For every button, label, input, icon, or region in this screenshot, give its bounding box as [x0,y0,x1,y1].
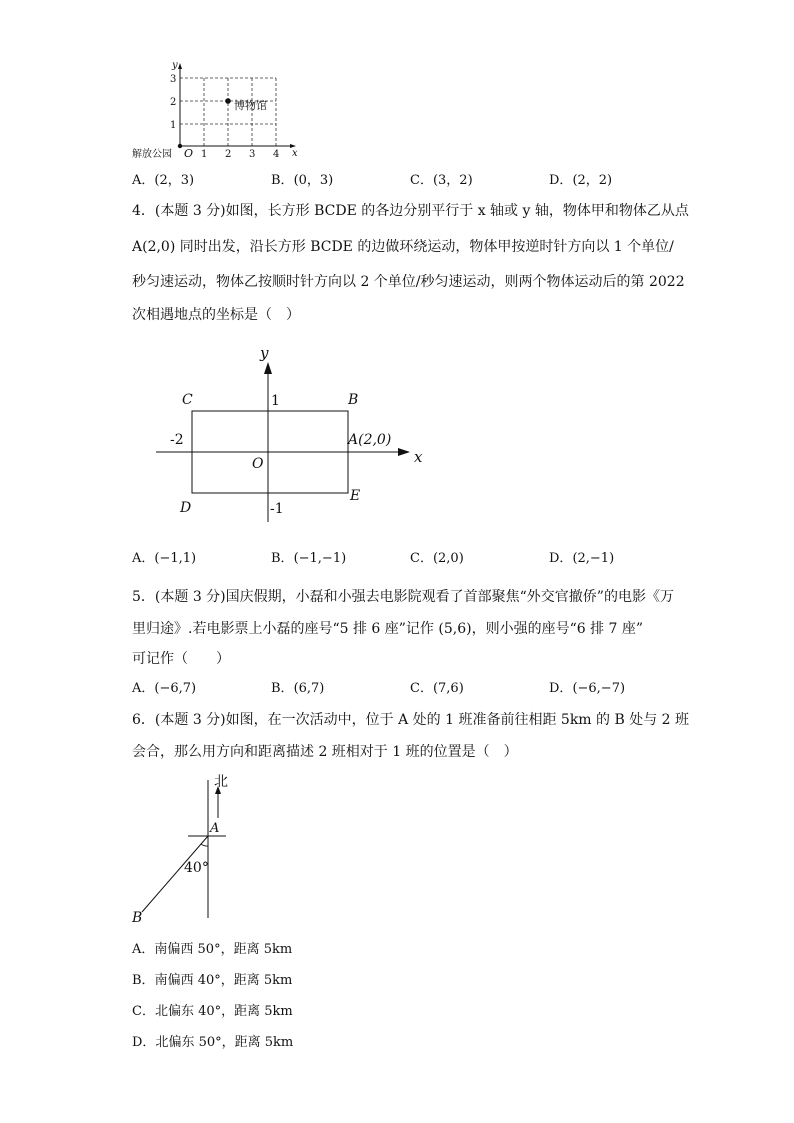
north-label: 北 [214,774,228,790]
y-tick-3: 3 [170,74,177,85]
point-a-label: A(2,0) [348,432,392,448]
tick-neg1-label: -1 [270,501,284,517]
q5-option-a[interactable]: A．(−6,7) [132,681,197,696]
q5-line-2: 里归途》.若电影票上小磊的座号“5 排 6 座”记作 (5,6)，则小强的座号“6 排 7 座” [132,621,644,637]
q4-option-c[interactable]: C．(2,0) [410,551,464,566]
point-b-label: B [132,910,143,922]
vertex-c-label: C [182,392,193,408]
q4-line-4: 次相遇地点的坐标是（ ） [132,307,300,323]
q3-option-c[interactable]: C．(3，2) [410,173,473,188]
direction-figure [128,770,238,922]
q3-option-b[interactable]: B．(0，3) [271,173,334,188]
vertex-b-label: B [348,392,359,408]
museum-grid-figure [128,58,308,162]
x-tick-3: 3 [249,149,256,160]
q5-line-3: 可记作（ ） [132,651,230,667]
axis-x-label: x [292,148,298,159]
point-a-label: A [210,821,220,836]
origin-label: O [252,456,264,472]
q4-option-b[interactable]: B．(−1,−1) [271,551,347,566]
q3-option-a[interactable]: A．(2，3) [132,173,195,188]
origin-label: O [184,147,194,160]
park-label: 解放公园 [132,149,172,160]
museum-label: 博物馆 [234,99,267,112]
y-tick-2: 2 [170,97,177,108]
q6-line-1: 6．(本题 3 分)如图，在一次活动中，位于 A 处的 1 班准备前往相距 5km 的 B 处与 2 班 [132,712,690,728]
tick-1-label: 1 [271,393,280,409]
q6-option-c[interactable]: C．北偏东 40°，距离 5km [132,1004,293,1019]
axis-y-label: y [260,344,269,362]
axis-x-label: x [414,448,423,466]
axis-y-label: y [172,60,178,71]
q4-line-3: 秒匀速运动，物体乙按顺时针方向以 2 个单位/秒匀速运动，则两个物体运动后的第 2022 [132,274,685,290]
q5-option-d[interactable]: D．(−6,−7) [549,681,626,696]
tick-neg2-label: -2 [170,432,184,448]
q5-option-c[interactable]: C．(7,6) [410,681,464,696]
q4-line-1: 4．(本题 3 分)如图，长方形 BCDE 的各边分别平行于 x 轴或 y 轴，物体甲和物体乙从点 [132,203,689,219]
museum-point [225,98,231,104]
y-tick-1: 1 [170,120,177,131]
angle-label: 40° [184,860,209,876]
q3-option-d[interactable]: D．(2，2) [549,173,613,188]
q4-option-a[interactable]: A．(−1,1) [132,551,197,566]
rectangle-figure [150,338,440,528]
q4-option-d[interactable]: D．(2,−1) [549,551,615,566]
q6-line-2: 会合，那么用方向和距离描述 2 班相对于 1 班的位置是（ ） [132,744,518,760]
q6-option-a[interactable]: A．南偏西 50°，距离 5km [132,942,293,957]
q6-option-d[interactable]: D．北偏东 50°，距离 5km [132,1035,294,1050]
x-tick-1: 1 [201,149,208,160]
x-tick-2: 2 [225,149,232,160]
q6-option-b[interactable]: B．南偏西 40°，距离 5km [132,973,293,988]
q5-option-b[interactable]: B．(6,7) [271,681,325,696]
vertex-e-label: E [350,488,361,504]
q4-line-2: A(2,0) 同时出发，沿长方形 BCDE 的边做环绕运动，物体甲按逆时针方向以 1 个单位/ [132,239,674,255]
q5-line-1: 5．(本题 3 分)国庆假期，小磊和小强去电影院观看了首部聚焦“外交官撤侨”的电影《万 [132,589,674,605]
x-tick-4: 4 [273,149,280,160]
vertex-d-label: D [180,500,192,516]
